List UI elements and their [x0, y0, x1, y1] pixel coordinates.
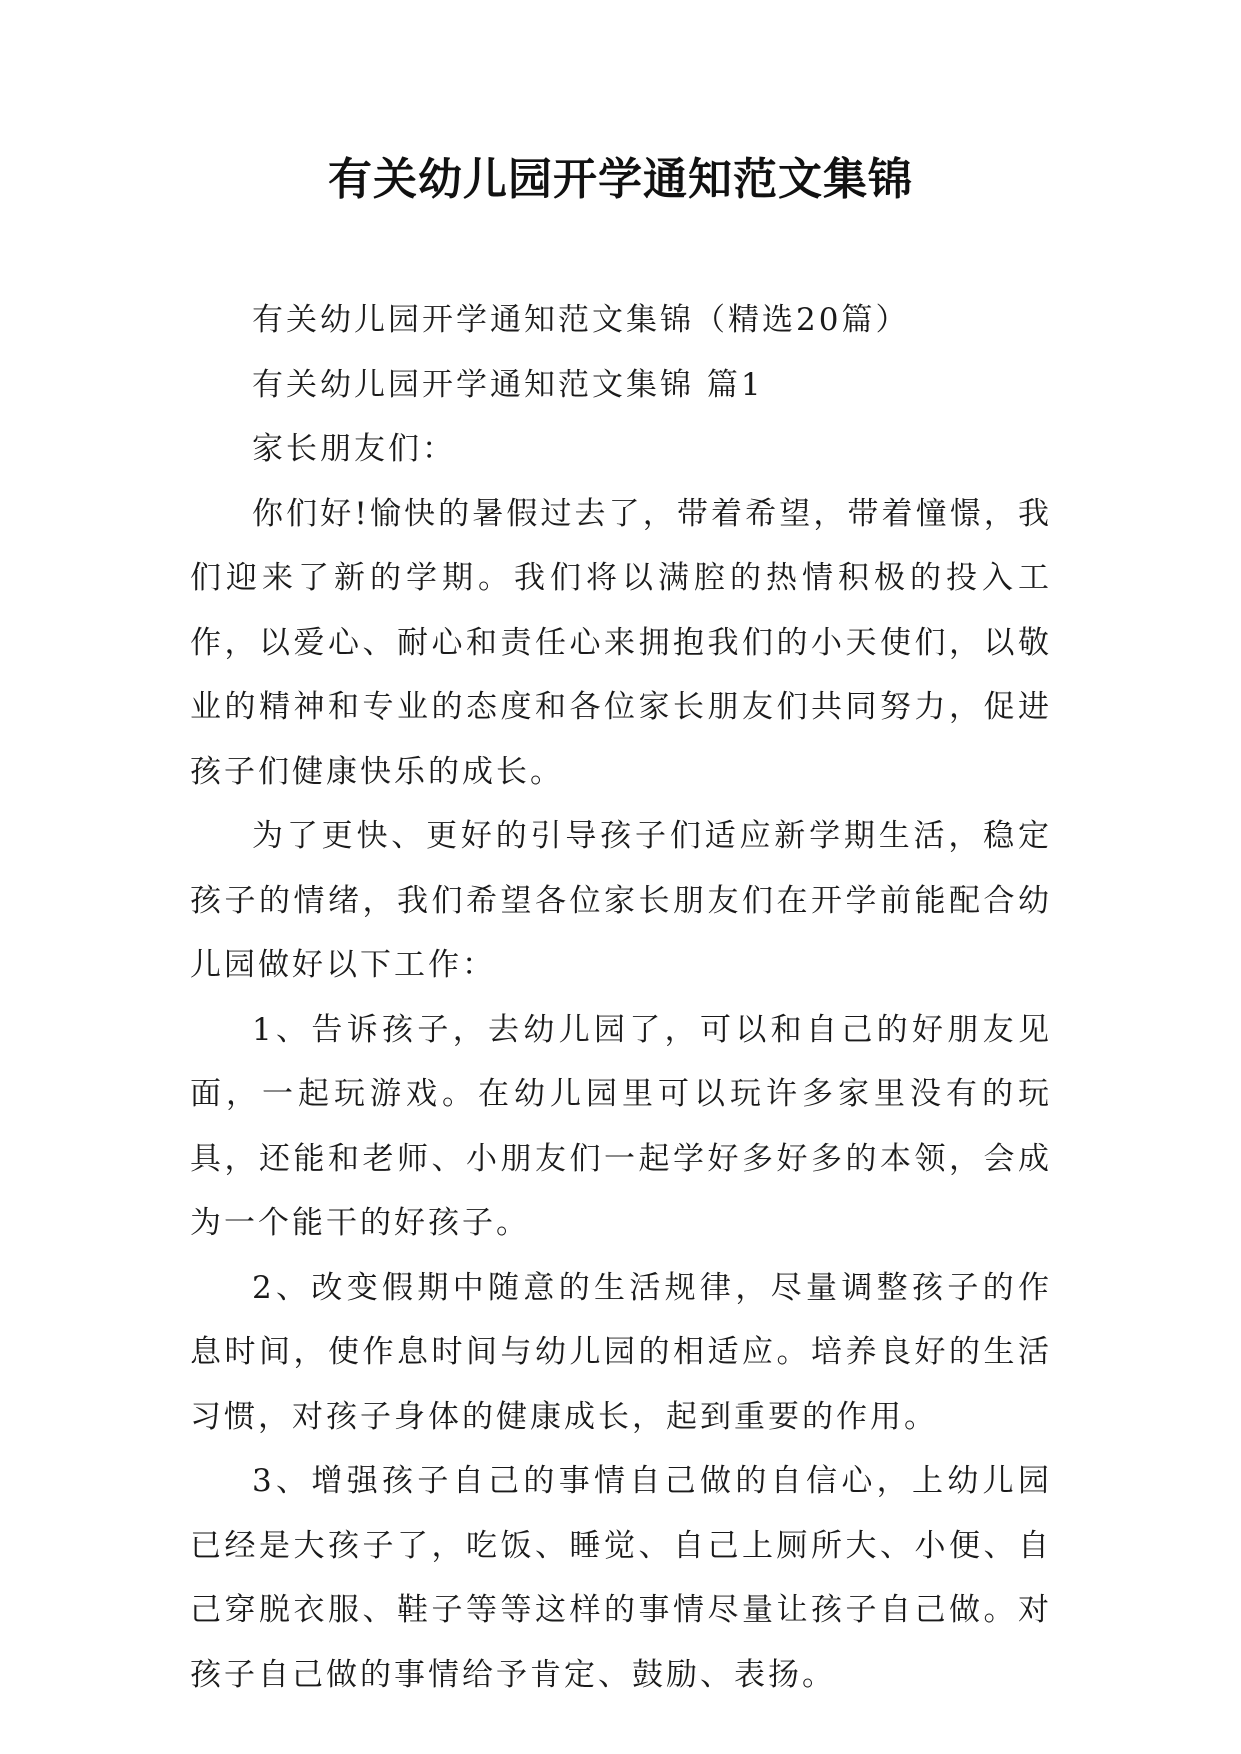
section-heading: 有关幼儿园开学通知范文集锦 篇1 [252, 366, 764, 403]
subtitle-paragraph: 有关幼儿园开学通知范文集锦（精选20篇） [252, 302, 910, 338]
document-body [190, 288, 1052, 1707]
document-title: 有关幼儿园开学通知范文集锦 [328, 154, 913, 205]
list-item: 2、改变假期中随意的生活规律，尽量调整孩子的作息时间，使作息时间与幼儿园的相适应。培养良好的生活习惯，对孩子身体的健康成长，起到重要的作用。 [190, 1269, 1052, 1435]
body-paragraph: 你们好!愉快的暑假过去了，带着希望，带着憧憬，我们迎来了新的学期。我们将以满腔的热情积极的投入工作，以爱心、耐心和责任心来拥抱我们的小天使们，以敬业的精神和专业的态度和各位家长朋友们共同努力，促进孩子们健康快乐的成长。 [190, 495, 1052, 790]
body-paragraph: 为了更快、更好的引导孩子们适应新学期生活，稳定孩子的情绪，我们希望各位家长朋友们在开学前能配合幼儿园做好以下工作： [190, 818, 1052, 983]
list-item: 1、告诉孩子，去幼儿园了，可以和自己的好朋友见面，一起玩游戏。在幼儿园里可以玩许多家里没有的玩具，还能和老师、小朋友们一起学好多好多的本领，会成为一个能干的好孩子。 [190, 1011, 1052, 1241]
list-item: 3、增强孩子自己的事情自己做的自信心，上幼儿园已经是大孩子了，吃饭、睡觉、自己上厕所大、小便、自己穿脱衣服、鞋子等等这样的事情尽量让孩子自己做。对孩子自己做的事情给予肯定、鼓励、表扬。 [190, 1463, 1052, 1693]
salutation: 家长朋友们： [252, 431, 456, 467]
